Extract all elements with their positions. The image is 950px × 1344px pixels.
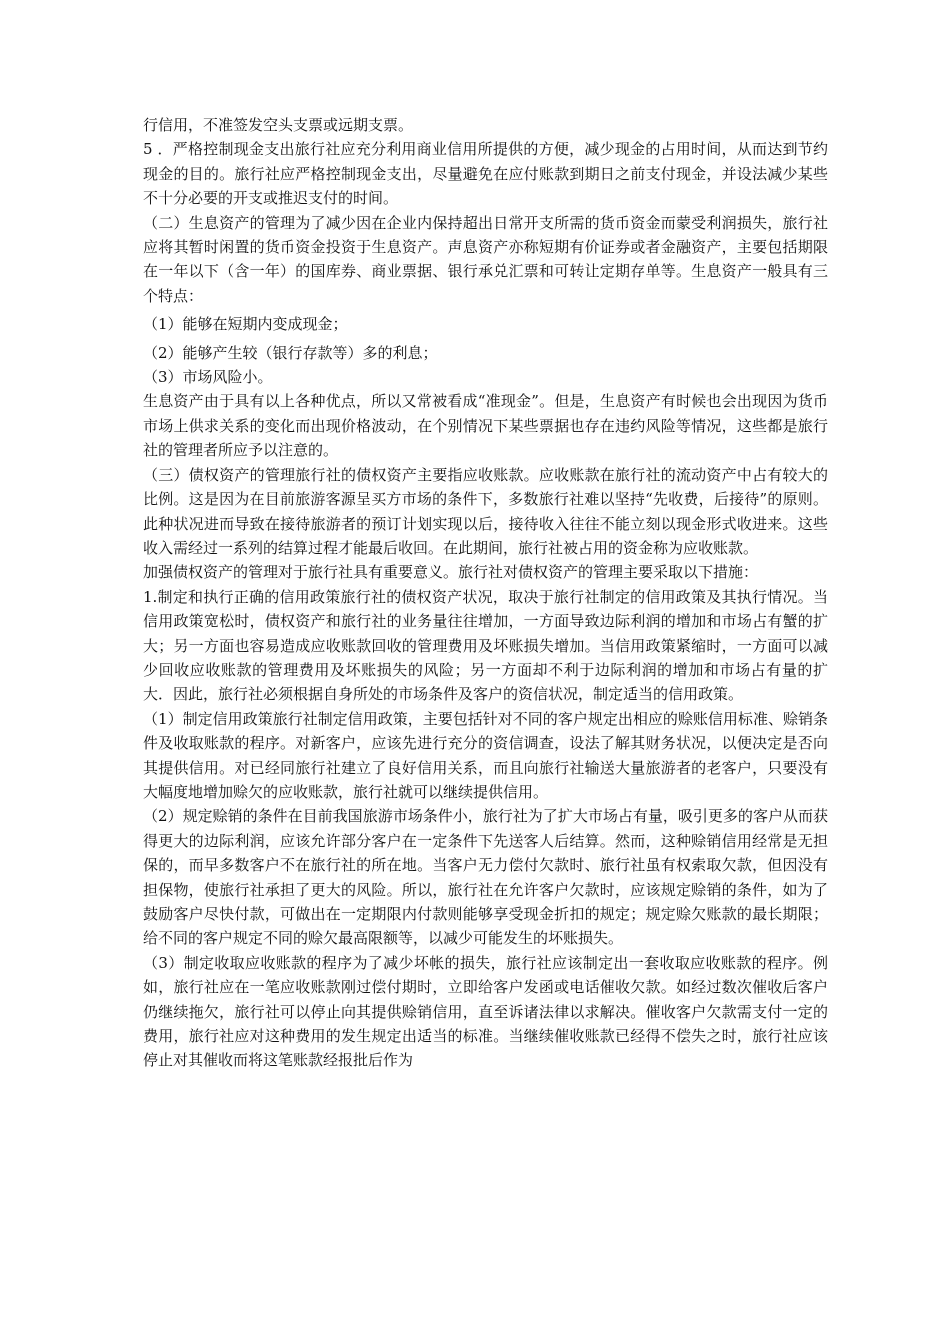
- document-page: [143, 113, 828, 1073]
- list-item-feature-2: （2）能够产生较（银行存款等）多的利息；: [143, 343, 438, 362]
- list-item-feature-1: （1）能够在短期内变成现金；: [143, 315, 348, 334]
- paragraph-cash-control: 5 ．严格控制现金支出旅行社应充分利用商业信用所提供的方便，减少现金的占用时间，从而达到节约现金的目的。旅行社应严格控制现金支出，尽量避免在应付账款到期日之前支付现金，并设法减少某些不十分必要的开支或推迟支付的时间。: [143, 140, 828, 208]
- paragraph-credit-policy: 1.制定和执行正确的信用政策旅行社的债权资产状况，取决于旅行社制定的信用政策及其执行情况。当信用政策宽松时，债权资产和旅行社的业务量往往增加，一方面导致边际利润的增加和市场占有蟹的扩大；另一方面也容易造成应收账款回收的管理费用及坏账损失增加。当信用政策紧缩时，一方面可以减少回收应收账款的管理费用及坏账损失的风险；另一方面却不利于边际利润的增加和市场占有量的扩大．因此，旅行社必须根据自身所处的市场条件及客户的资信状况，制定适当的信用政策。: [143, 587, 828, 704]
- paragraph-receivables: （三）债权资产的管理旅行社的债权资产主要指应收账款。应收账款在旅行社的流动资产中占有较大的比例。这是因为在目前旅游客源呈买方市场的条件下，多数旅行社难以坚持“先收费，后接待”的原则。此种状况进而导致在接待旅游者的预订计划实现以后，接待收入往往不能立刻以现金形式收进来。这些收入需经过一系列的结算过程才能最后收回。在此期间，旅行社被占用的资金称为应收账款。: [143, 465, 828, 557]
- paragraph-collection-procedure: （3）制定收取应收账款的程序为了减少坏帐的损失，旅行社应该制定出一套收取应收账款的程序。例如，旅行社应在一笔应收账款刚过偿付期时，立即给客户发函或电话催收欠款。如经过数次催收后客户仍继续拖欠，旅行社可以停止向其提供赊销信用，直至诉诸法律以求解决。催收客户欠款需支付一定的费用，旅行社应对这种费用的发生规定出适当的标准。当继续催收账款已经得不偿失之时，旅行社应该停止对其催收而将这笔账款经报批后作为: [143, 953, 828, 1070]
- paragraph-credit-sales-terms: （2）规定赊销的条件在目前我国旅游市场条件小，旅行社为了扩大市场占有量，吸引更多的客户从而获得更大的边际利润，应该允许部分客户在一定条件下先送客人后结算。然而，这种赊销信用经常是无担保的，而早多数客户不在旅行社的所在地。当客户无力偿付欠款时、旅行社虽有权索取欠款，但因没有担保物，使旅行社承担了更大的风险。所以，旅行社在允许客户欠款时，应该规定赊销的条件，如为了鼓励客户尽快付款，可做出在一定期限内付款则能够享受现金折扣的规定；规定赊欠账款的最长期限；给不同的客户规定不同的赊欠最高限额等，以减少可能发生的坏账损失。: [143, 807, 828, 948]
- paragraph-measures-intro: 加强债权资产的管理对于旅行社具有重要意义。旅行社对债权资产的管理主要采取以下措施：: [143, 563, 759, 582]
- paragraph-continuation: 行信用，不准签发空头支票或远期支票。: [143, 116, 414, 134]
- paragraph-credit-policy-setting: （1）制定信用政策旅行社制定信用政策，主要包括针对不同的客户规定出相应的赊账信用标准、赊销条件及收取账款的程序。对新客户，应该先进行充分的资信调查，设法了解其财务状况，以便决定是否向其提供信用。对已经同旅行社建立了良好信用关系，而且向旅行社输送大量旅游者的老客户，只要没有大幅度地增加赊欠的应收账款，旅行社就可以继续提供信用。: [143, 709, 828, 801]
- paragraph-interest-assets: （二）生息资产的管理为了减少因在企业内保持超出日常开支所需的货币资金而蒙受利润损失，旅行社应将其暂时闲置的货币资金投资于生息资产。声息资产亦称短期有价证券或者金融资产，主要包括期限在一年以下（含一年）的国库券、商业票据、银行承兑汇票和可转让定期存单等。生息资产一般具有三个特点：: [143, 213, 828, 305]
- paragraph-quasi-cash: 生息资产由于具有以上各种优点，所以又常被看成“准现金”。但是，生息资产有时候也会出现因为货币市场上供求关系的变化而出现价格波动，在个别情况下某些票据也存在违约风险等情况，这些都是旅行社的管理者所应予以注意的。: [143, 392, 828, 460]
- list-item-feature-3: （3）市场风险小。: [143, 368, 273, 387]
